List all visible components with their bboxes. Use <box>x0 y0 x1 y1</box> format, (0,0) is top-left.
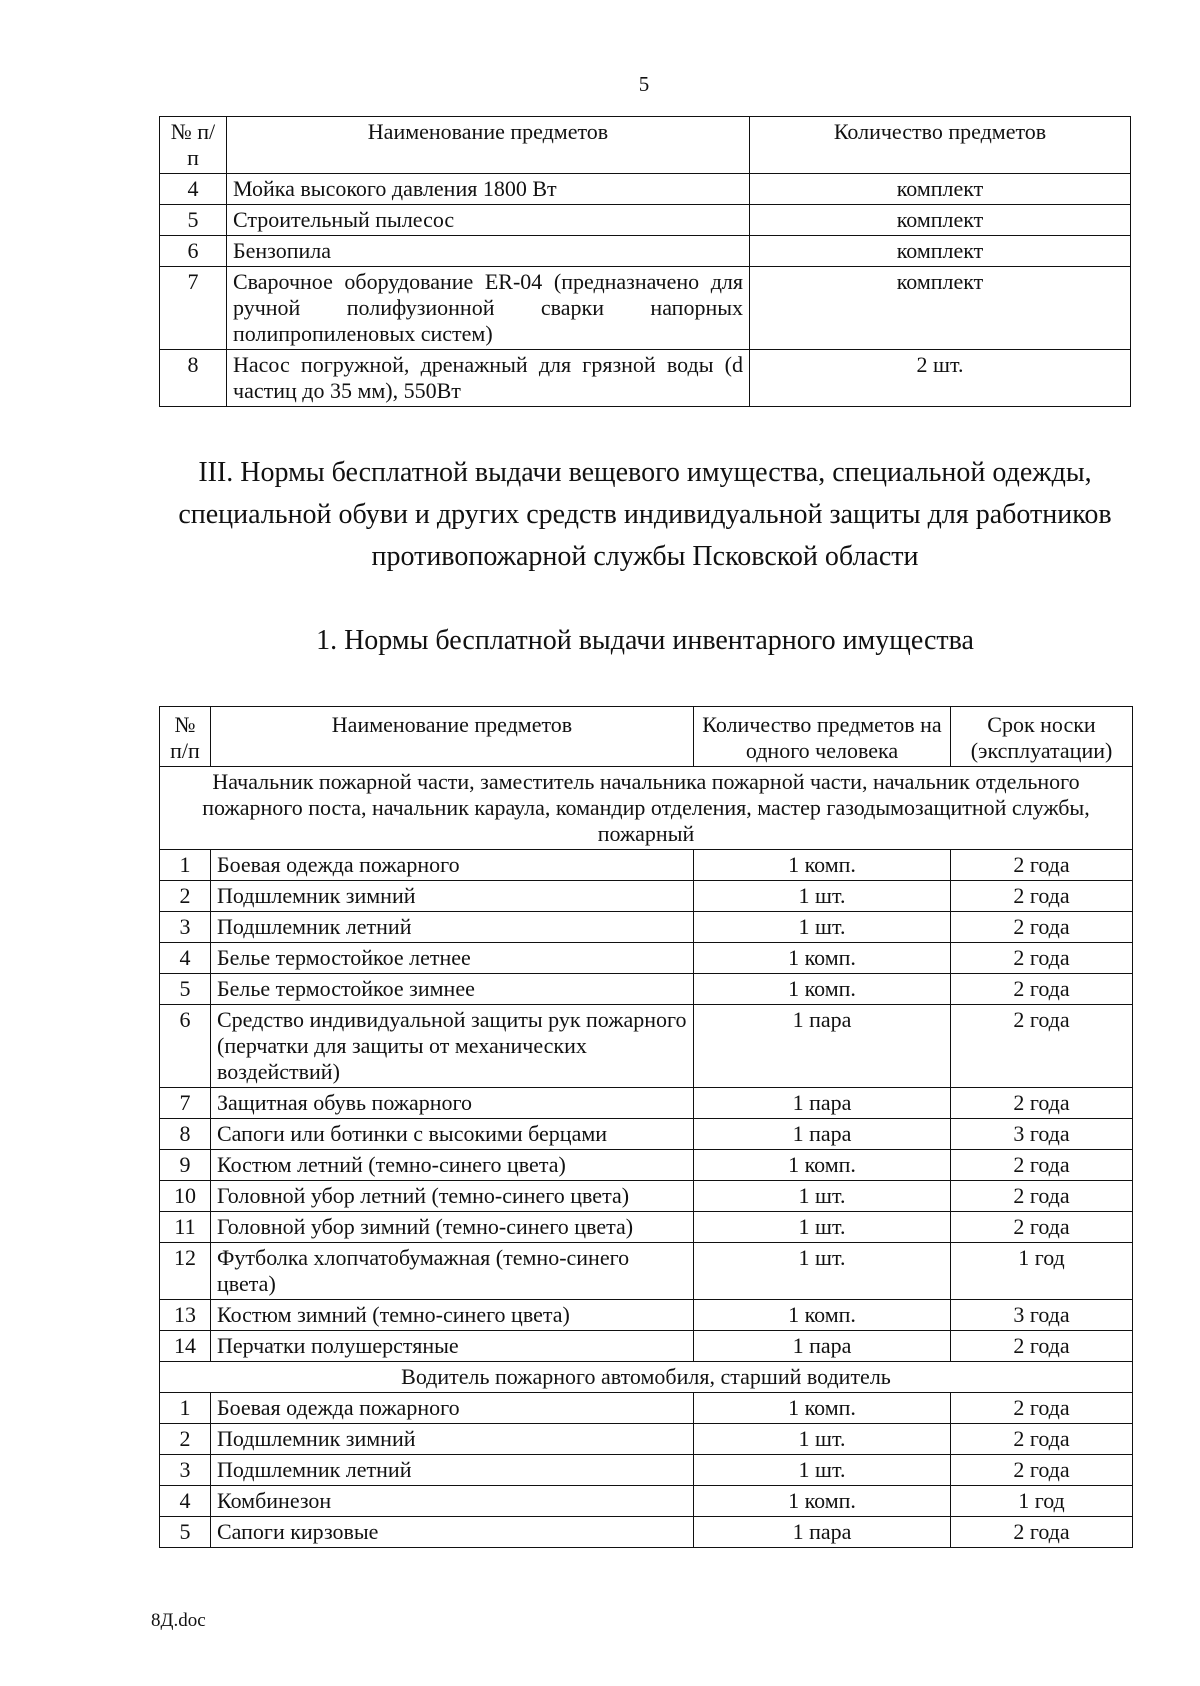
item-term: 2 года <box>951 1181 1133 1212</box>
item-name: Подшлемник зимний <box>211 1424 694 1455</box>
item-name: Головной убор зимний (темно-синего цвета) <box>211 1212 694 1243</box>
inventory-norms-table <box>159 706 1133 1548</box>
item-quantity: 1 шт. <box>694 912 951 943</box>
table-row <box>160 943 1133 974</box>
table-row <box>160 1455 1133 1486</box>
item-quantity: 1 шт. <box>694 1243 951 1300</box>
column-header-name: Наименование предметов <box>227 117 750 174</box>
item-term: 2 года <box>951 1088 1133 1119</box>
item-term: 2 года <box>951 1331 1133 1362</box>
row-number: 7 <box>160 267 227 350</box>
item-name: Бензопила <box>227 236 750 267</box>
item-name: Перчатки полушерстяные <box>211 1331 694 1362</box>
row-number: 8 <box>160 350 227 407</box>
footer-filename: 8Д.doc <box>151 1610 206 1631</box>
item-quantity: 1 пара <box>694 1517 951 1548</box>
item-term: 2 года <box>951 974 1133 1005</box>
item-term: 2 года <box>951 1005 1133 1088</box>
item-name: Мойка высокого давления 1800 Вт <box>227 174 750 205</box>
item-quantity: 1 пара <box>694 1331 951 1362</box>
item-name: Насос погружной, дренажный для грязной воды (d частиц до 35 мм), 550Вт <box>227 350 750 407</box>
row-number: 4 <box>160 1486 211 1517</box>
row-number: 4 <box>160 943 211 974</box>
group-header-row <box>160 1362 1133 1393</box>
table-row <box>160 974 1133 1005</box>
table-row <box>160 1300 1133 1331</box>
table-row <box>160 267 1131 350</box>
page-number: 5 <box>638 72 650 96</box>
row-number: 2 <box>160 1424 211 1455</box>
item-name: Сапоги или ботинки с высокими берцами <box>211 1119 694 1150</box>
item-name: Сварочное оборудование ER-04 (предназначено для ручной полифузионной сварки напорных полипропиленовых систем) <box>227 267 750 350</box>
item-quantity: 1 комп. <box>694 974 951 1005</box>
column-header-quantity: Количество предметов <box>750 117 1131 174</box>
item-term: 3 года <box>951 1300 1133 1331</box>
item-term: 2 года <box>951 1212 1133 1243</box>
item-name: Костюм летний (темно-синего цвета) <box>211 1150 694 1181</box>
item-quantity: 1 комп. <box>694 1486 951 1517</box>
column-header-number: № п/п <box>160 117 227 174</box>
table-row <box>160 1393 1133 1424</box>
table-header-row <box>160 707 1133 767</box>
item-quantity: комплект <box>750 267 1131 350</box>
item-quantity: комплект <box>750 205 1131 236</box>
item-quantity: 1 комп. <box>694 1300 951 1331</box>
item-term: 2 года <box>951 1455 1133 1486</box>
item-name: Костюм зимний (темно-синего цвета) <box>211 1300 694 1331</box>
table-row <box>160 1517 1133 1548</box>
item-term: 2 года <box>951 1393 1133 1424</box>
group-header-row <box>160 767 1133 850</box>
table-row <box>160 1150 1133 1181</box>
row-number: 6 <box>160 1005 211 1088</box>
row-number: 5 <box>160 1517 211 1548</box>
item-name: Подшлемник зимний <box>211 881 694 912</box>
item-name: Боевая одежда пожарного <box>211 1393 694 1424</box>
table-row <box>160 1119 1133 1150</box>
row-number: 12 <box>160 1243 211 1300</box>
table-row <box>160 1088 1133 1119</box>
item-quantity: 1 шт. <box>694 1181 951 1212</box>
row-number: 5 <box>160 974 211 1005</box>
item-name: Головной убор летний (темно-синего цвета) <box>211 1181 694 1212</box>
item-name: Защитная обувь пожарного <box>211 1088 694 1119</box>
item-name: Сапоги кирзовые <box>211 1517 694 1548</box>
subsection-title: 1. Нормы бесплатной выдачи инвентарного имущества <box>316 625 974 656</box>
item-term: 2 года <box>951 1517 1133 1548</box>
row-number: 2 <box>160 881 211 912</box>
item-quantity: 1 шт. <box>694 1424 951 1455</box>
item-quantity: 1 пара <box>694 1119 951 1150</box>
row-number: 1 <box>160 1393 211 1424</box>
table-row <box>160 174 1131 205</box>
row-number: 10 <box>160 1181 211 1212</box>
section-title: III. Нормы бесплатной выдачи вещевого имущества, специальной одежды, специальной обуви и других средств индивидуальной защиты для работников противопожарной службы Псковской области <box>178 457 1112 572</box>
table-row <box>160 1212 1133 1243</box>
table-row <box>160 205 1131 236</box>
item-quantity: 1 комп. <box>694 1150 951 1181</box>
item-quantity: 1 шт. <box>694 1455 951 1486</box>
item-name: Футболка хлопчатобумажная (темно-синего цвета) <box>211 1243 694 1300</box>
row-number: 14 <box>160 1331 211 1362</box>
item-term: 1 год <box>951 1243 1133 1300</box>
row-number: 9 <box>160 1150 211 1181</box>
item-quantity: 1 комп. <box>694 943 951 974</box>
item-name: Боевая одежда пожарного <box>211 850 694 881</box>
table-row <box>160 881 1133 912</box>
column-header-number: № п/п <box>160 707 211 767</box>
item-name: Строительный пылесос <box>227 205 750 236</box>
table-row <box>160 1181 1133 1212</box>
table-body <box>160 767 1133 1548</box>
row-number: 11 <box>160 1212 211 1243</box>
item-term: 2 года <box>951 943 1133 974</box>
row-number: 13 <box>160 1300 211 1331</box>
group-title: Начальник пожарной части, заместитель начальника пожарной части, начальник отдельного пожарного поста, начальник караула, командир отделения, мастер газодымозащитной службы, пожарный <box>160 767 1133 850</box>
row-number: 5 <box>160 205 227 236</box>
group-title: Водитель пожарного автомобиля, старший водитель <box>160 1362 1133 1393</box>
table-row <box>160 236 1131 267</box>
column-header-name: Наименование предметов <box>211 707 694 767</box>
item-quantity: 1 пара <box>694 1005 951 1088</box>
item-term: 2 года <box>951 1150 1133 1181</box>
item-quantity: 1 комп. <box>694 850 951 881</box>
table-row <box>160 850 1133 881</box>
item-quantity: комплект <box>750 174 1131 205</box>
row-number: 8 <box>160 1119 211 1150</box>
item-quantity: 1 шт. <box>694 1212 951 1243</box>
item-term: 2 года <box>951 1424 1133 1455</box>
item-name: Комбинезон <box>211 1486 694 1517</box>
table-row <box>160 1486 1133 1517</box>
row-number: 4 <box>160 174 227 205</box>
item-term: 2 года <box>951 912 1133 943</box>
row-number: 3 <box>160 1455 211 1486</box>
item-quantity: 2 шт. <box>750 350 1131 407</box>
table-row <box>160 912 1133 943</box>
table-row <box>160 350 1131 407</box>
table-row <box>160 1424 1133 1455</box>
item-quantity: 1 пара <box>694 1088 951 1119</box>
row-number: 6 <box>160 236 227 267</box>
row-number: 3 <box>160 912 211 943</box>
item-name: Подшлемник летний <box>211 912 694 943</box>
item-name: Белье термостойкое зимнее <box>211 974 694 1005</box>
item-term: 3 года <box>951 1119 1133 1150</box>
table-row <box>160 1005 1133 1088</box>
row-number: 1 <box>160 850 211 881</box>
item-term: 2 года <box>951 881 1133 912</box>
item-quantity: комплект <box>750 236 1131 267</box>
row-number: 7 <box>160 1088 211 1119</box>
table-body <box>160 174 1131 407</box>
item-name: Белье термостойкое летнее <box>211 943 694 974</box>
equipment-table <box>159 116 1131 407</box>
table-row <box>160 1331 1133 1362</box>
item-quantity: 1 шт. <box>694 881 951 912</box>
table-header-row <box>160 117 1131 174</box>
item-term: 1 год <box>951 1486 1133 1517</box>
table-row <box>160 1243 1133 1300</box>
item-name: Средство индивидуальной защиты рук пожарного (перчатки для защиты от механических воздействий) <box>211 1005 694 1088</box>
item-name: Подшлемник летний <box>211 1455 694 1486</box>
item-quantity: 1 комп. <box>694 1393 951 1424</box>
item-term: 2 года <box>951 850 1133 881</box>
column-header-term: Срок носки (эксплуатации) <box>951 707 1133 767</box>
column-header-quantity: Количество предметов на одного человека <box>694 707 951 767</box>
